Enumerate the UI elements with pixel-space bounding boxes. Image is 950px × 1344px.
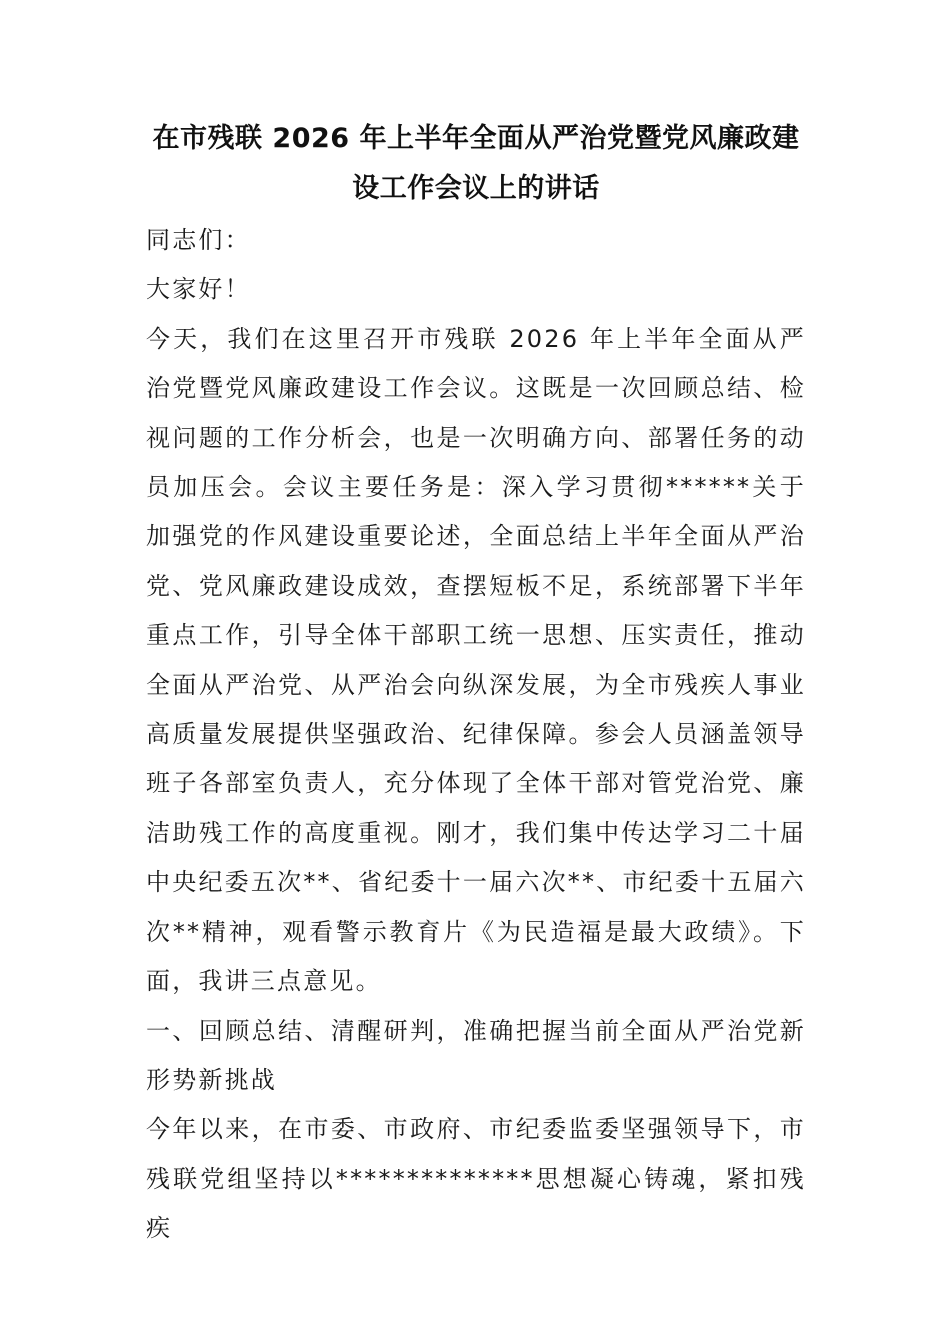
section-heading-1: 一、回顾总结、清醒研判，准确把握当前全面从严治党新形势新挑战: [146, 1016, 806, 1094]
section-1-paragraph: 今年以来，在市委、市政府、市纪委监委坚强领导下，市残联党组坚持以**************思想凝心铸魂，紧扣残疾: [146, 1115, 806, 1243]
opening-paragraph: 今天，我们在这里召开市残联 2026 年上半年全面从严治党暨党风廉政建设工作会议。这既是一次回顾总结、检视问题的工作分析会，也是一次明确方向、部署任务的动员加压会。会议主要任务是：深入学习贯彻******关于加强党的作风建设重要论述，全面总结上半年全面从严治党、党风廉政建设成效，查摆短板不足，系统部署下半年重点工作，引导全体干部职工统一思想、压实责任，推动全面从严治党、从严治会向纵深发展，为全市残疾人事业高质量发展提供坚强政治、纪律保障。参会人员涵盖领导班子各部室负责人，充分体现了全体干部对管党治党、廉洁助残工作的高度重视。刚才，我们集中传达学习二十届中央纪委五次**、省纪委十一届六次**、市纪委十五届六次**精神，观看警示教育片《为民造福是最大政绩》。下面，我讲三点意见。: [146, 324, 806, 996]
document-title: 在市残联 2026 年上半年全面从严治党暨党风廉政建设工作会议上的讲话: [152, 123, 800, 204]
document-body: [146, 114, 806, 1254]
salutation: 同志们：: [146, 226, 251, 254]
greeting: 大家好！: [146, 275, 251, 304]
